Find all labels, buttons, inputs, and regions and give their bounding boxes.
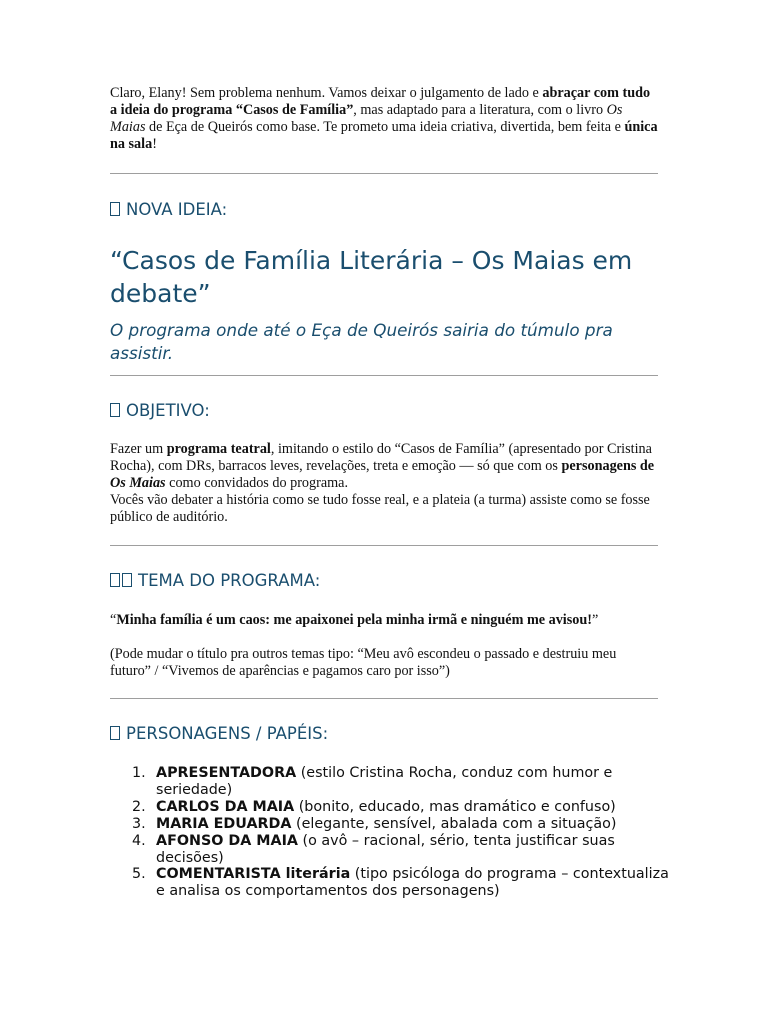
list-number: 3. [132, 815, 146, 832]
intro-text: de Eça de Queirós como base. Te prometo uma ideia criativa, divertida, bem feita e [145, 119, 625, 135]
quote-mark: ” [591, 612, 599, 628]
section-heading-objetivo [110, 401, 210, 420]
role-description: (elegante, sensível, abalada com a situação) [291, 815, 617, 832]
missing-glyph-box-icon [110, 403, 120, 417]
list-number: 1. [132, 765, 146, 781]
section-heading-label: PERSONAGENS / PAPÉIS: [126, 724, 329, 743]
objetivo-bold-text: programa teatral [166, 441, 271, 457]
list-item [132, 815, 676, 833]
intro-bold-text: única na sala [110, 119, 658, 152]
divider [110, 545, 658, 546]
section-heading-label: OBJETIVO: [126, 401, 210, 420]
roles-list [110, 765, 676, 900]
role-name: CARLOS DA MAIA [156, 798, 295, 815]
list-number: 4. [132, 832, 146, 849]
divider [110, 698, 658, 699]
program-title: “Casos de Família Literária – Os Maias em debate” [110, 246, 633, 308]
objetivo-text: Vocês vão debater a história como se tudo fosse real, e a plateia (a turma) assiste como se fosse público de auditório. [110, 492, 650, 525]
program-subtitle: O programa onde até o Eça de Queirós sairia do túmulo pra assistir. [110, 320, 613, 363]
section-heading-label: NOVA IDEIA: [126, 200, 228, 219]
intro-paragraph [110, 85, 658, 153]
missing-glyph-box-icon [122, 573, 132, 587]
list-number: 5. [132, 866, 146, 883]
role-description: (bonito, educado, mas dramático e confuso) [294, 798, 616, 815]
book-title: Os Maias [110, 475, 166, 491]
book-title: Os Maias [110, 102, 623, 135]
section-heading-label: TEMA DO PROGRAMA: [138, 571, 321, 590]
list-item [132, 832, 676, 867]
list-item [132, 866, 676, 900]
role-name: APRESENTADORA [156, 765, 297, 781]
intro-text: ! [152, 136, 157, 152]
role-name: COMENTARISTA literária [156, 866, 351, 883]
objetivo-text: , imitando o estilo do “Casos de Família” (apresentado por Cristina Rocha), com DRs, barracos leves, revelações, treta e emoção — só que com os [110, 441, 652, 474]
section-heading-nova-ideia [110, 200, 227, 219]
divider [110, 375, 658, 376]
objetivo-text: Fazer um [110, 441, 167, 457]
list-number: 2. [132, 798, 146, 815]
role-name: AFONSO DA MAIA [156, 832, 298, 849]
role-description: (o avô – racional, sério, tenta justificar suas decisões) [156, 832, 615, 866]
intro-text: , mas adaptado para a literatura, com o livro [353, 102, 607, 118]
list-item [132, 798, 676, 816]
tema-note: (Pode mudar o título pra outros temas tipo: “Meu avô escondeu o passado e destruiu meu futuro” / “Vivemos de aparências e pagamos caro por isso”) [110, 646, 617, 679]
section-heading-personagens [110, 724, 328, 743]
section-heading-tema [110, 571, 320, 590]
intro-text: Claro, Elany! Sem problema nenhum. Vamos deixar o julgamento de lado e [110, 85, 543, 101]
role-name: MARIA EDUARDA [156, 815, 292, 832]
list-item [132, 765, 676, 799]
missing-glyph-box-icon [110, 726, 120, 740]
divider [110, 173, 658, 174]
tema-title-text: Minha família é um caos: me apaixonei pela minha irmã e ninguém me avisou! [116, 612, 592, 628]
missing-glyph-box-icon [110, 573, 120, 587]
objetivo-paragraph [110, 441, 658, 526]
role-description: (estilo Cristina Rocha, conduz com humor e seriedade) [156, 765, 613, 798]
missing-glyph-box-icon [110, 202, 120, 216]
tema-title [110, 612, 658, 629]
intro-bold-text: abraçar com tudo a ideia do programa “Casos de Família” [110, 85, 651, 118]
objetivo-bold-text: personagens de [561, 458, 655, 474]
role-description: (tipo psicóloga do programa – contextualiza e analisa os comportamentos dos personagens) [156, 866, 669, 900]
quote-mark: “ [110, 612, 117, 628]
objetivo-text: como convidados do programa. [165, 475, 349, 491]
